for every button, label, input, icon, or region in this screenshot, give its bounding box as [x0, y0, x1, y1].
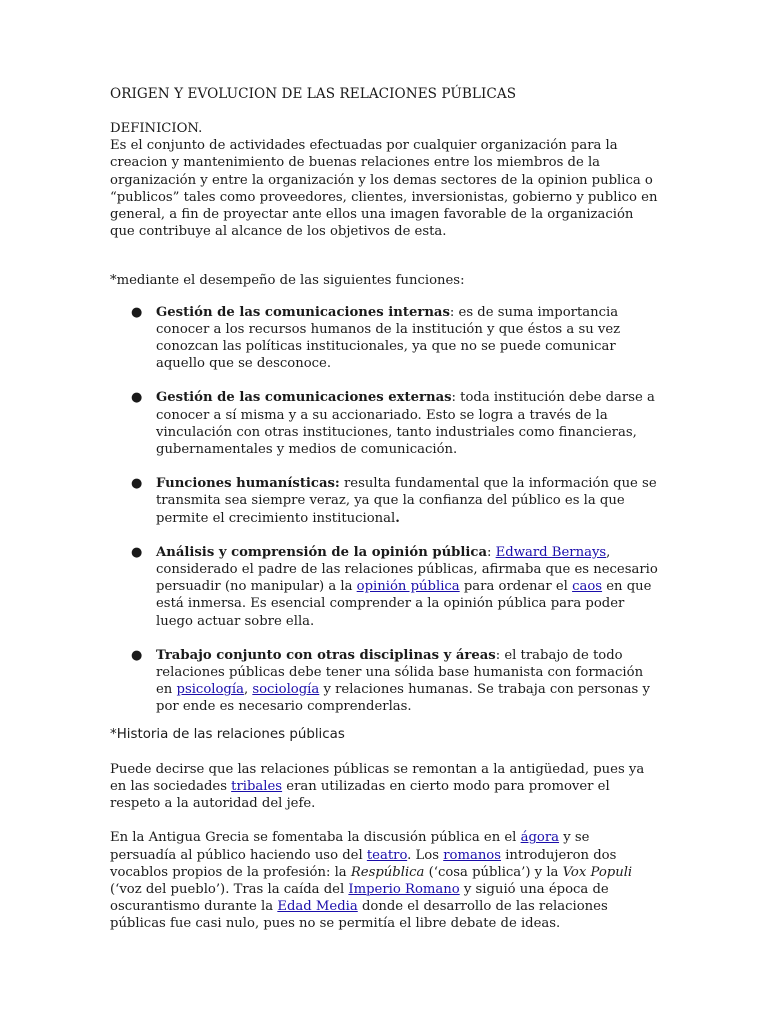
function-item-interdisciplinary — [110, 647, 658, 716]
document-title: ORIGEN Y EVOLUCION DE LAS RELACIONES PÚBLICAS — [110, 86, 517, 102]
function-text: en que está inmersa. Es esencial comprender a la opinión pública para poder luego actuar sobre ella. — [156, 579, 652, 629]
function-text: : toda institución debe darse a conocer a sí misma y a su accionariado. Esto se logra a través de la vinculación con otras instituciones, tanto industriales como financieras, gubernamentales y medios de comunicación. — [156, 390, 655, 458]
paragraph-text: Puede decirse que las relaciones públicas se remontan a la antigüedad, pues ya en las sociedades — [110, 761, 645, 794]
link-agora[interactable]: ágora — [520, 830, 560, 846]
italic-term-vox-populi: Vox Populi — [562, 864, 633, 880]
function-text: resulta fundamental que la información que se transmita sea siempre veraz, ya que la confianza del público es la que permite el crecimiento institucional — [156, 476, 657, 526]
function-text: para ordenar el — [459, 579, 573, 595]
history-paragraph-1 — [110, 761, 658, 813]
link-caos[interactable]: caos — [572, 579, 603, 595]
link-opinion-publica[interactable]: opinión pública — [356, 579, 460, 595]
function-title: Trabajo conjunto con otras disciplinas y áreas — [156, 647, 496, 663]
function-text: y relaciones humanas. Se trabaja con personas y por ende es necesario comprenderlas. — [156, 682, 650, 715]
paragraph-text: introdujeron dos vocablos propios de la profesión: la — [110, 847, 617, 880]
italic-term-respublica: Respública — [350, 864, 425, 880]
paragraph-text: eran utilizadas en cierto modo para promover el respeto a la autoridad del jefe. — [110, 778, 610, 812]
history-heading: *Historia de las relaciones públicas — [110, 726, 345, 742]
definition-heading: DEFINICION. — [110, 121, 203, 136]
function-text-end: . — [395, 510, 400, 526]
functions-intro: *mediante el desempeño de las siguientes funciones: — [110, 273, 465, 289]
function-text: : es de suma importancia conocer a los recursos humanos de la institución y que éstos a su vez conozcan las políticas institucionales, ya que no se puede comunicar aquello que se desconoce. — [156, 304, 621, 372]
link-imperio-romano[interactable]: Imperio Romano — [348, 881, 460, 897]
bullet-icon: ● — [131, 647, 143, 663]
paragraph-text: (‘cosa pública’) y la — [424, 864, 563, 880]
link-teatro[interactable]: teatro — [366, 847, 408, 863]
bullet-icon: ● — [131, 544, 143, 560]
function-item-internal-communications — [110, 304, 658, 373]
function-item-humanistic — [110, 475, 658, 527]
function-item-external-communications — [110, 389, 658, 458]
bullet-icon: ● — [131, 304, 143, 320]
function-text: , considerado el padre de las relaciones públicas, afirmaba que es necesario persuadir (no manipular) a la — [156, 544, 658, 595]
link-romanos[interactable]: romanos — [443, 847, 502, 863]
function-text: : — [487, 544, 496, 560]
paragraph-text: (‘voz del pueblo’). Tras la caída del — [110, 881, 349, 897]
function-title: Gestión de las comunicaciones externas — [156, 390, 452, 406]
function-item-public-opinion — [110, 544, 658, 630]
definition-body: Es el conjunto de actividades efectuadas por cualquier organización para la creacion y mantenimiento de buenas relaciones entre los miembros de la organización y entre la organización y los demas sectores de la opinion publica o “publicos” tales como proveedores, clientes, inversionistas, gobierno y publico en general, a fin de proyectar ante ellos una imagen favorable de la organización que contribuye al alcance de los objetivos de esta. — [110, 138, 658, 240]
paragraph-text: En la Antigua Grecia se fomentaba la discusión pública en el — [110, 830, 521, 846]
function-text: : el trabajo de todo relaciones públicas debe tener una sólida base humanista con formación en — [156, 647, 644, 698]
link-psicologia[interactable]: psicología — [176, 682, 244, 698]
function-title: Funciones humanísticas: — [156, 476, 340, 492]
paragraph-text: y se persuadía al público haciendo uso del — [110, 830, 590, 863]
link-edad-media[interactable]: Edad Media — [277, 899, 358, 915]
paragraph-text: donde el desarrollo de las relaciones públicas fue casi nulo, pues no se permitía el libre debate de ideas. — [110, 899, 608, 932]
function-title: Análisis y comprensión de la opinión pública — [156, 544, 487, 560]
paragraph-text: . Los — [407, 847, 444, 863]
functions-list — [110, 304, 658, 716]
function-title: Gestión de las comunicaciones internas — [156, 304, 450, 320]
link-edward-bernays[interactable]: Edward Bernays — [495, 544, 607, 560]
bullet-icon: ● — [131, 476, 143, 492]
paragraph-text: y siguió una época de oscurantismo durante la — [110, 881, 609, 915]
history-paragraph-2 — [110, 829, 658, 932]
bullet-icon: ● — [131, 390, 143, 406]
link-tribales[interactable]: tribales — [231, 778, 283, 794]
document-page — [110, 86, 658, 933]
function-text: , — [243, 682, 253, 698]
link-sociologia[interactable]: sociología — [252, 682, 320, 698]
